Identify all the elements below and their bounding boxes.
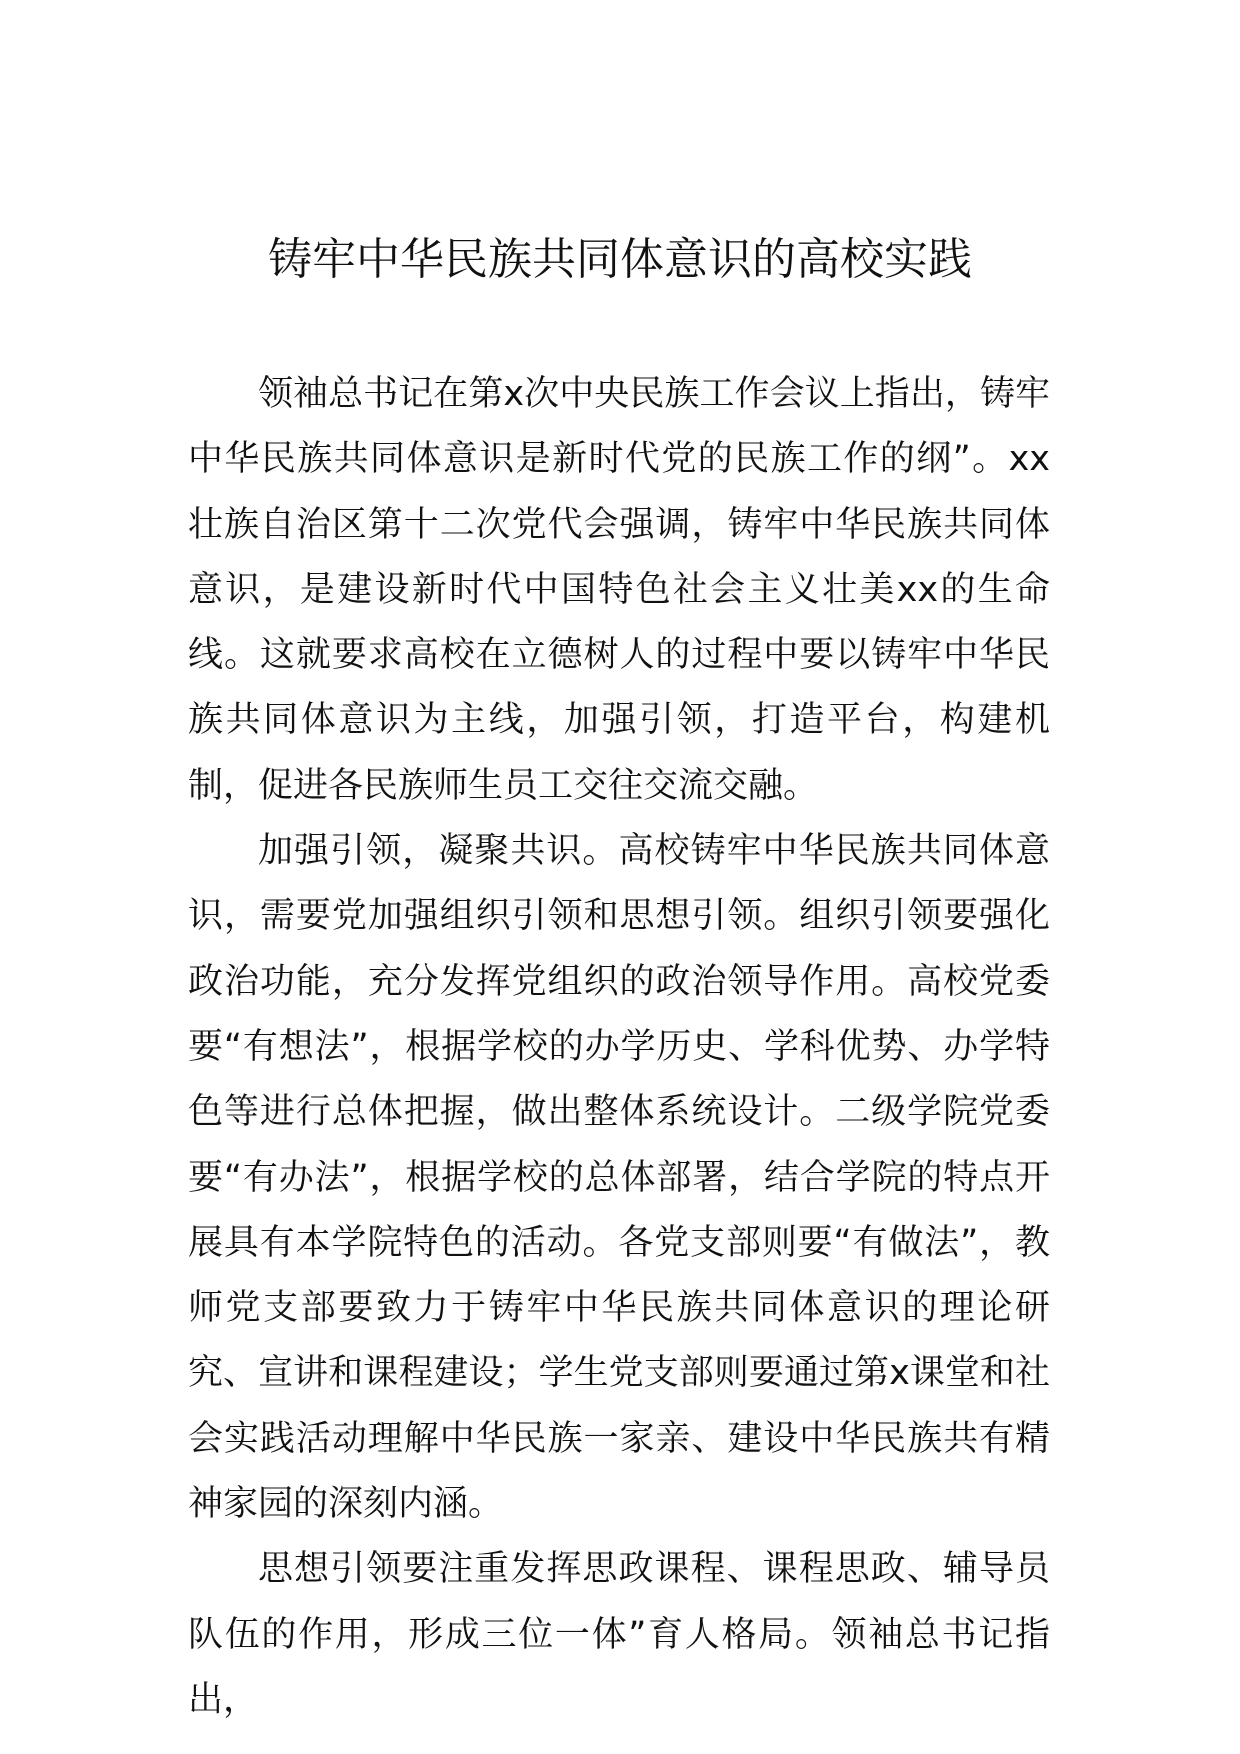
paragraph-3: 思想引领要注重发挥思政课程、课程思政、辅导员队伍的作用，形成三位一体”育人格局。领袖总书记指出， [188, 1549, 1050, 1720]
paragraph-1: 领袖总书记在第x次中央民族工作会议上指出，铸牢中华民族共同体意识是新时代党的民族工作的纲”。xx壮族自治区第十二次党代会强调，铸牢中华民族共同体意识，是建设新时代中国特色社会主义壮美xx的生命线。这就要求高校在立德树人的过程中要以铸牢中华民族共同体意识为主线，加强引领，打造平台，构建机制，促进各民族师生员工交往交流交融。 [188, 374, 1050, 806]
document-body [188, 362, 1050, 1733]
paragraph-2: 加强引领，凝聚共识。高校铸牢中华民族共同体意识，需要党加强组织引领和思想引领。组织引领要强化政治功能，充分发挥党组织的政治领导作用。高校党委要“有想法”，根据学校的办学历史、学科优势、办学特色等进行总体把握，做出整体系统设计。二级学院党委要“有办法”，根据学校的总体部署，结合学院的特点开展具有本学院特色的活动。各党支部则要“有做法”，教师党支部要致力于铸牢中华民族共同体意识的理论研究、宣讲和课程建设；学生党支部则要通过第x课堂和社会实践活动理解中华民族一家亲、建设中华民族共有精神家园的深刻内涵。 [188, 831, 1050, 1525]
document-title: 铸牢中华民族共同体意识的高校实践 [268, 234, 972, 285]
